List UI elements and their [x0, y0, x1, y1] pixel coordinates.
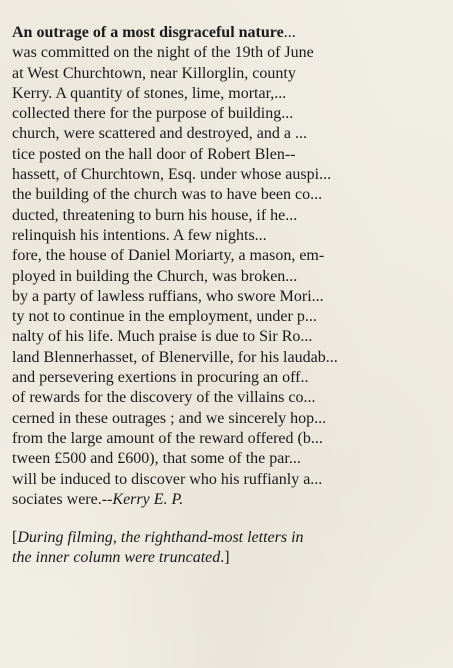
article-line: relinquish his intentions. A few nights... [12, 226, 267, 244]
article-line: at West Churchtown, near Killorglin, county [12, 64, 296, 82]
note-close: .] [220, 549, 230, 567]
note-open-bracket: [ [12, 529, 18, 547]
article-line: collected there for the purpose of building... [12, 105, 294, 123]
article-line: the building of the church was to have been co... [12, 186, 323, 204]
article-line: by a party of lawless ruffians, who swore Mori... [12, 287, 324, 305]
note-line [12, 548, 443, 568]
article-line: ployed in building the Church, was broken... [12, 267, 298, 285]
article-line [12, 490, 443, 510]
article-line: hassett, of Churchtown, Esq. under whose auspi... [12, 166, 332, 184]
article-line: Kerry. A quantity of stones, lime, mortar,... [12, 84, 287, 102]
article-line: cerned in these outrages ; and we sincerely hop... [12, 409, 327, 427]
article-line: from the large amount of the reward offered (b... [12, 429, 323, 447]
last-line-text: sociates were.-- [12, 490, 113, 508]
article-line: and persevering exertions in procuring an off.. [12, 369, 309, 387]
article-line [12, 23, 443, 43]
article-line: will be induced to discover who his ruffianly a... [12, 470, 323, 488]
article-line: ducted, threatening to burn his house, if he... [12, 206, 298, 224]
article-line: ty not to continue in the employment, under p... [12, 308, 317, 326]
article-line: tice posted on the hall door of Robert Blen-- [12, 145, 296, 163]
article-line: church, were scattered and destroyed, and a ... [12, 125, 307, 143]
headline-continuation: ... [283, 24, 296, 41]
note-line [12, 528, 443, 548]
editorial-note [12, 528, 443, 569]
article-line: tween £500 and £600), that some of the par... [12, 450, 301, 468]
article-line: fore, the house of Daniel Moriarty, a mason, em- [12, 247, 325, 265]
note-text-1: During filming, the righthand-most letters in [17, 529, 304, 547]
article-line: nalty of his life. Much praise is due to Sir Ro... [12, 328, 313, 346]
headline: An outrage of a most disgraceful nature [12, 24, 284, 41]
article-text [12, 23, 443, 510]
note-text-2: the inner column were truncated [12, 549, 221, 567]
article-line: of rewards for the discovery of the villains co... [12, 389, 316, 407]
article-line: was committed on the night of the 19th of June [12, 44, 314, 62]
article-line: land Blennerhasset, of Blenerville, for his laudab... [12, 348, 338, 366]
article-signoff: Kerry E. P. [112, 490, 184, 508]
